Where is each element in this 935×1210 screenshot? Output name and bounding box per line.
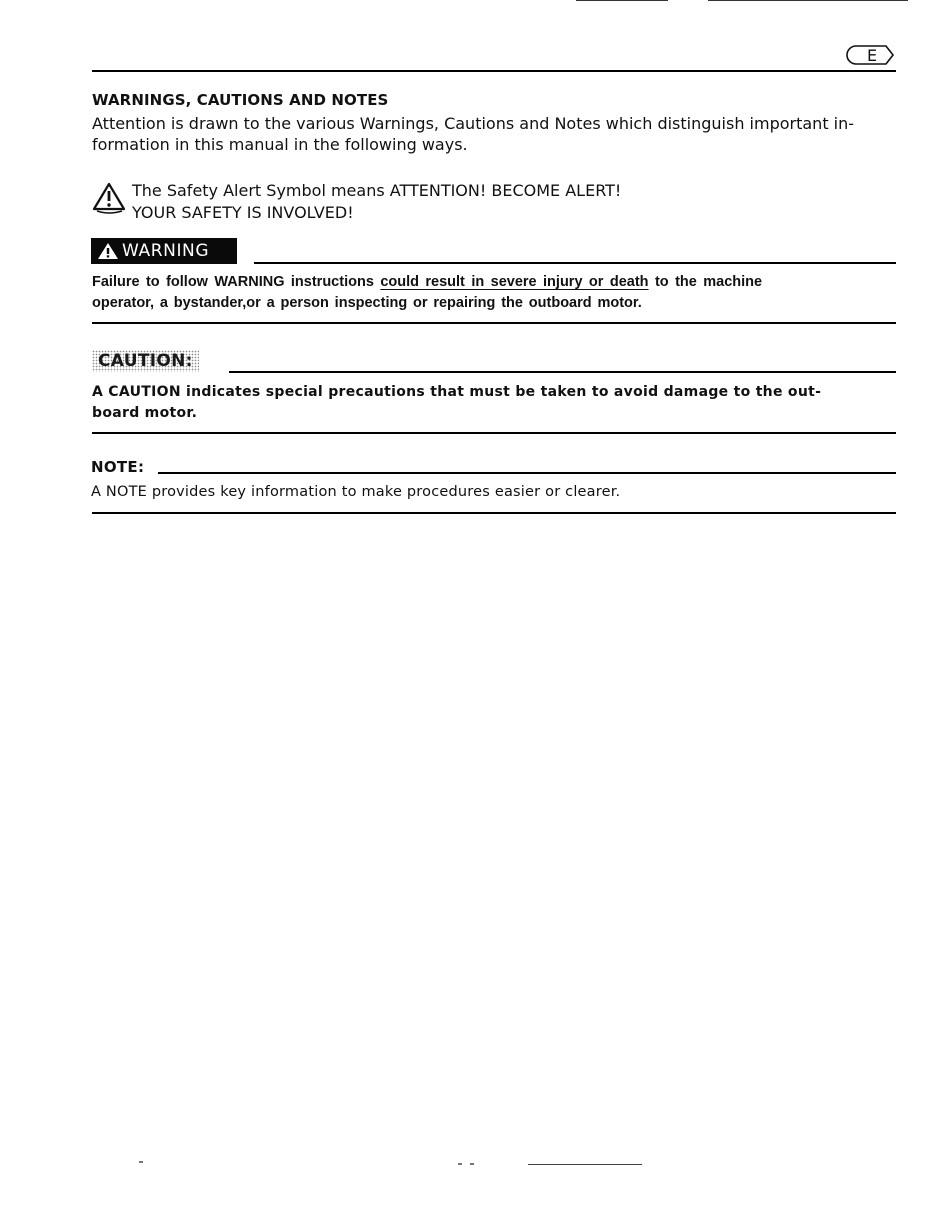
language-code: E bbox=[866, 46, 878, 65]
warning-triangle-icon bbox=[97, 242, 119, 260]
scan-speck bbox=[470, 1163, 474, 1165]
language-badge bbox=[842, 44, 894, 66]
intro-line-2: formation in this manual in the following ways. bbox=[92, 135, 468, 154]
warning-text-line-2: operator, a bystander,or a person inspecting or repairing the outboard motor. bbox=[92, 295, 642, 311]
scan-speck bbox=[139, 1161, 143, 1163]
warning-label: WARNING bbox=[122, 241, 210, 261]
caution-text-line-1: A CAUTION indicates special precautions that must be taken to avoid damage to the out- bbox=[92, 384, 822, 400]
caution-text-line-2: board motor. bbox=[92, 405, 198, 421]
language-badge-icon bbox=[842, 44, 894, 66]
warning-bottom-rule bbox=[92, 322, 896, 324]
bottom-scan-mark bbox=[528, 1164, 642, 1165]
top-scan-mark-right bbox=[708, 0, 908, 1]
note-header-rule bbox=[158, 472, 896, 474]
warning-text-emphasis: could result in severe injury or death bbox=[380, 274, 649, 290]
header-rule bbox=[92, 70, 896, 72]
note-label: NOTE: bbox=[91, 458, 145, 476]
warning-text-part-1: Failure to follow WARNING instructions bbox=[92, 274, 381, 290]
warning-triangle-icon bbox=[92, 182, 126, 214]
caution-label: CAUTION: bbox=[92, 350, 199, 372]
scan-speck bbox=[458, 1163, 462, 1165]
top-scan-mark-left bbox=[576, 0, 668, 1]
intro-line-1: Attention is drawn to the various Warnings, Cautions and Notes which distinguish important in- bbox=[92, 114, 855, 133]
note-bottom-rule bbox=[92, 512, 896, 514]
safety-alert-line-2: YOUR SAFETY IS INVOLVED! bbox=[132, 203, 354, 222]
warning-badge bbox=[91, 238, 237, 264]
safety-alert-line-1: The Safety Alert Symbol means ATTENTION! BECOME ALERT! bbox=[132, 181, 622, 200]
caution-bottom-rule bbox=[92, 432, 896, 434]
warning-header-rule bbox=[254, 262, 896, 264]
caution-header-rule bbox=[229, 371, 896, 373]
warning-text-part-2: to the machine bbox=[648, 274, 763, 290]
section-heading: WARNINGS, CAUTIONS AND NOTES bbox=[92, 91, 389, 109]
warning-text-line-1 bbox=[92, 272, 898, 293]
note-text: A NOTE provides key information to make procedures easier or clearer. bbox=[91, 484, 621, 500]
intro-paragraph bbox=[92, 113, 902, 155]
